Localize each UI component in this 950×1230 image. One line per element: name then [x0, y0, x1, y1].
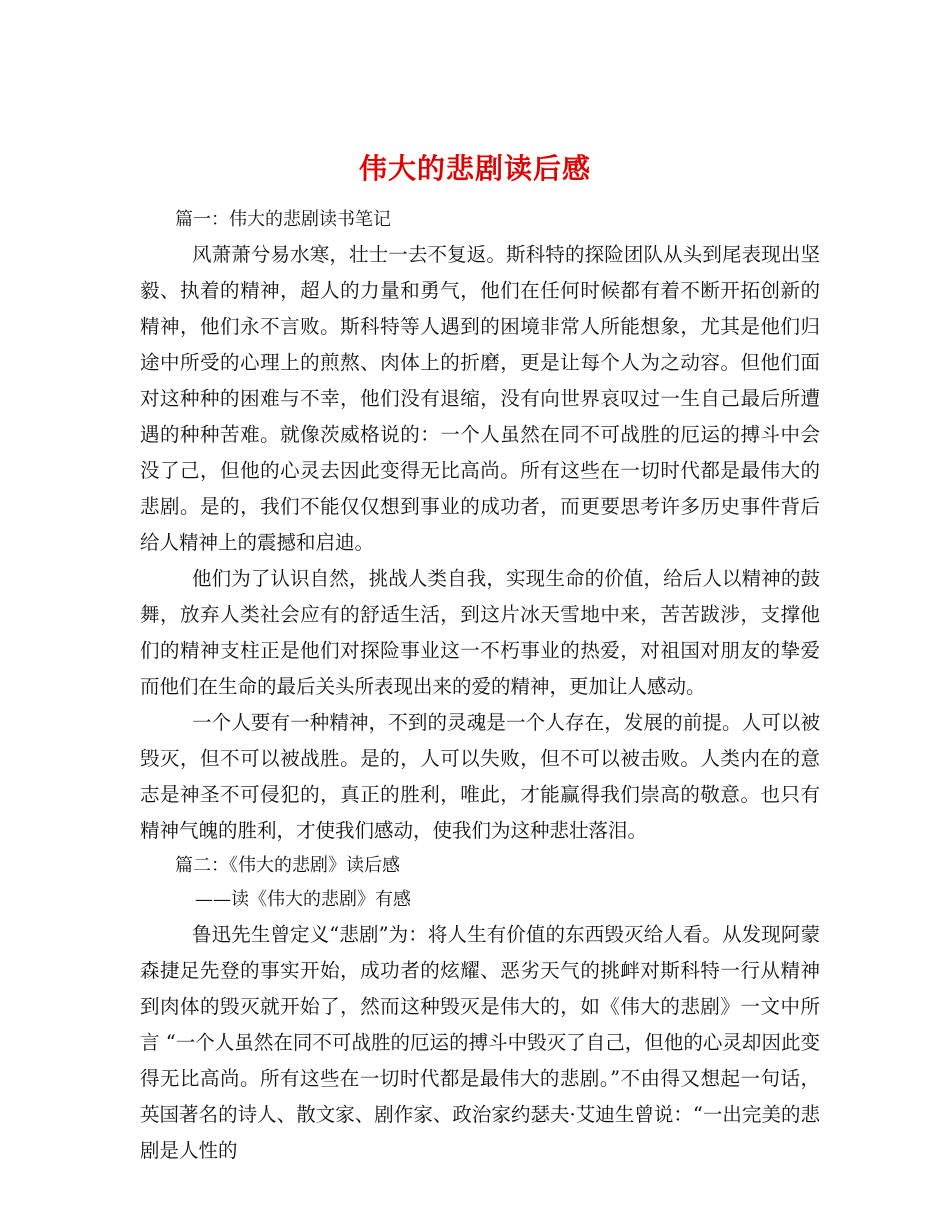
- paragraph: 风萧萧兮易水寒，壮士一去不复返。斯科特的探险团队从头到尾表现出坚毅、执着的精神，超人的力量和勇气，他们在任何时候都有着不断开拓创新的精神，他们永不言败。斯科特等人遇到的困境非常人所能想象，尤其是他们归途中所受的心理上的煎熬、肉体上的折磨，更是让每个人为之动容。但他们面对这种种的困难与不幸，他们没有退缩，没有向世界哀叹过一生自己最后所遭遇的种种苦难。就像茨威格说的：一个人虽然在同不可战胜的厄运的搏斗中会没了己，但他的心灵去因此变得无比高尚。所有这些在一切时代都是最伟大的悲剧。是的，我们不能仅仅想到事业的成功者，而更要思考许多历史事件背后给人精神上的震撼和启迪。: [140, 243, 820, 554]
- paragraph: 他们为了认识自然，挑战人类自我，实现生命的价值，给后人以精神的鼓舞，放弃人类社会应有的舒适生活，到这片冰天雪地中来，苦苦跋涉，支撑他们的精神支柱正是他们对探险事业这一不朽事业的热爱，对祖国对朋友的挚爱而他们在生命的最后关头所表现出来的爱的精神，更加让人感动。: [140, 567, 820, 698]
- paragraph: 鲁迅先生曾定义“悲剧”为：将人生有价值的东西毁灭给人看。从发现阿蒙森捷足先登的事实开始，成功者的炫耀、恶劣天气的挑衅对斯科特一行从精神到肉体的毁灭就开始了，然而这种毁灭是伟大的，如《伟大的悲剧》一文中所言 “一个人虽然在同不可战胜的厄运的搏斗中毁灭了自己，但他的心灵却因此变得无比高尚。所有这些在一切时代都是最伟大的悲剧。”不由得又想起一句话，英国著名的诗人、散文家、剧作家、政治家约瑟夫·艾迪生曾说：“一出完美的悲剧是人性的: [140, 923, 820, 1162]
- paragraph: 一个人要有一种精神，不到的灵魂是一个人存在，发展的前提。人可以被毁灭，但不可以被战胜。是的，人可以失败，但不可以被击败。人类内在的意志是神圣不可侵犯的，真正的胜利，唯此，才能赢得我们崇高的敬意。也只有精神气魄的胜利，才使我们感动，使我们为这种悲壮落泪。: [140, 711, 820, 842]
- document-title: 伟大的悲剧读后感: [358, 151, 591, 185]
- section-heading-1: 篇一：伟大的悲剧读书笔记: [175, 209, 391, 230]
- section-heading-2: 篇二：《伟大的悲剧》读后感: [175, 855, 400, 876]
- document-body: [140, 203, 820, 1169]
- section-subheading: ——读《伟大的悲剧》有感: [195, 889, 411, 910]
